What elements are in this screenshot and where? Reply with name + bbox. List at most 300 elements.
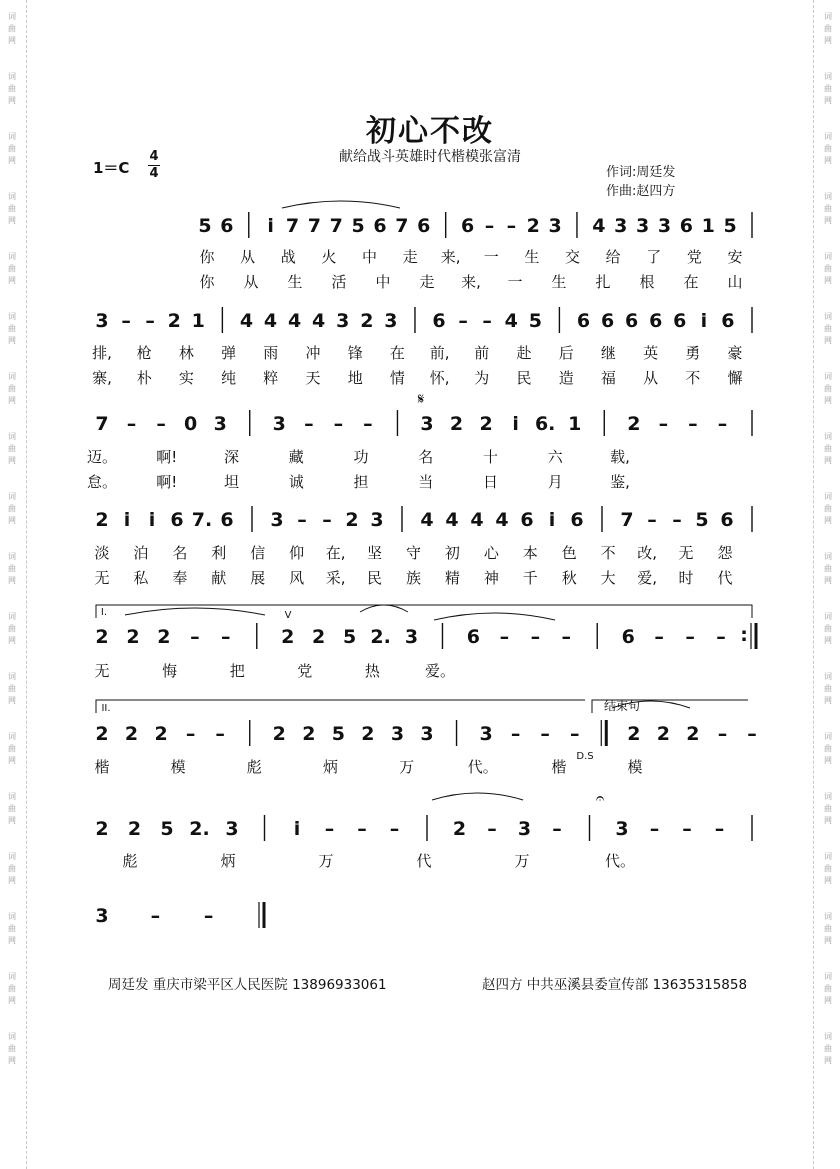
- sustain-dash: –: [510, 723, 521, 745]
- lyric-char: 大: [600, 569, 616, 587]
- time-signature-top: 4: [149, 149, 159, 164]
- lyric-char: 楷: [94, 758, 110, 776]
- lyric-char: 迈。: [86, 448, 118, 466]
- note: 3: [420, 413, 434, 435]
- lyric-char: 在: [389, 344, 405, 362]
- lyric-char: 根: [639, 273, 655, 291]
- watermark-char: 曲: [824, 804, 832, 813]
- lyric-char: 中: [375, 273, 391, 291]
- sustain-dash: –: [324, 818, 335, 840]
- note: 7: [307, 215, 322, 237]
- watermark-char: 词: [824, 1032, 832, 1041]
- lyric-char: 楷: [551, 758, 567, 776]
- note: 6: [720, 509, 734, 531]
- second-ending-bracket: [96, 700, 585, 713]
- note: 7: [329, 215, 343, 237]
- note: 2: [449, 413, 464, 435]
- lyric-char: 了: [646, 248, 662, 266]
- key-signature: 1＝C: [93, 159, 130, 177]
- note: 5: [343, 626, 357, 648]
- watermark-char: 词: [824, 972, 832, 981]
- note: 3: [272, 413, 286, 435]
- lyric-char: 为: [474, 369, 490, 387]
- lyric-char: 心: [483, 544, 499, 562]
- watermark-char: 词: [824, 312, 832, 321]
- lyric-char: 万: [514, 852, 530, 870]
- lyric-char: 把: [229, 662, 245, 680]
- lyric-char: 走: [419, 273, 435, 291]
- note: 3: [225, 818, 239, 840]
- sustain-dash: –: [190, 626, 200, 648]
- lyric-char: 六: [547, 448, 563, 466]
- note: 3: [384, 310, 398, 332]
- watermark-char: 词: [824, 372, 832, 381]
- watermark-char: 曲: [8, 564, 16, 573]
- watermark-char: 曲: [824, 864, 832, 873]
- lyric-char: 一: [507, 273, 523, 291]
- watermark-char: 网: [8, 156, 16, 165]
- sustain-dash: –: [221, 626, 231, 648]
- watermark-char: 曲: [8, 624, 16, 633]
- watermark-char: 词: [8, 612, 16, 621]
- time-signature-bottom: 4: [149, 166, 159, 181]
- note: 3: [390, 723, 405, 745]
- second-ending-label: II.: [101, 703, 111, 714]
- sustain-dash: –: [716, 626, 726, 648]
- note: i: [267, 215, 274, 237]
- watermark-char: 词: [8, 1032, 16, 1041]
- lyric-char: 奉: [172, 569, 188, 587]
- watermark-char: 曲: [8, 324, 16, 333]
- watermark-char: 词: [8, 12, 16, 21]
- watermark-char: 曲: [8, 744, 16, 753]
- watermark-char: 词: [8, 672, 16, 681]
- sustain-dash: –: [569, 723, 580, 745]
- watermark-char: 词: [8, 192, 16, 201]
- note: 2: [154, 723, 168, 745]
- note: 3: [479, 723, 493, 745]
- lyric-char: 交: [565, 248, 581, 266]
- watermark-char: 词: [824, 612, 832, 621]
- watermark-char: 词: [824, 132, 832, 141]
- tie-slur: [282, 201, 400, 208]
- watermark-char: 词: [824, 192, 832, 201]
- lyric-char: 战: [280, 248, 296, 266]
- watermark-char: 曲: [824, 384, 832, 393]
- watermark-char: 网: [8, 816, 16, 825]
- lyric-char: 你: [199, 248, 215, 266]
- watermark-char: 词: [8, 252, 16, 261]
- sustain-dash: –: [185, 723, 196, 745]
- watermark-char: 曲: [8, 684, 16, 693]
- note: 6: [673, 310, 687, 332]
- lyric-char: 排,: [92, 344, 112, 362]
- lyric-char: 精: [444, 569, 460, 587]
- lyric-char: 冲: [305, 344, 321, 362]
- lyric-char: 走: [402, 248, 418, 266]
- lyric-char: 从: [240, 248, 256, 266]
- watermark-char: 词: [824, 12, 832, 21]
- note: 1: [191, 310, 205, 332]
- note: 2: [656, 723, 670, 745]
- sustain-dash: –: [714, 818, 725, 840]
- lyric-char: 活: [331, 273, 347, 291]
- note: 4: [312, 310, 326, 332]
- sustain-dash: –: [150, 905, 161, 927]
- note: i: [148, 509, 156, 531]
- note: 5: [198, 215, 212, 237]
- watermark-char: 词: [824, 672, 832, 681]
- note: 6: [520, 509, 534, 531]
- lyric-char: 千: [522, 569, 538, 587]
- lyric-char: 模: [170, 758, 186, 776]
- note: 3: [548, 215, 562, 237]
- watermark-char: 曲: [8, 264, 16, 273]
- note: 6: [432, 310, 446, 332]
- note: 6: [170, 509, 184, 531]
- note: 7: [285, 215, 300, 237]
- lyric-char: 造: [558, 369, 574, 387]
- watermark-char: 网: [824, 1056, 832, 1065]
- watermark-char: 曲: [824, 84, 832, 93]
- watermark-char: 词: [8, 432, 16, 441]
- watermark-char: 词: [824, 732, 832, 741]
- watermark-char: 网: [824, 216, 832, 225]
- note: i: [123, 509, 131, 531]
- sustain-dash: –: [552, 818, 562, 840]
- repeat-dots: :: [740, 624, 748, 646]
- lyric-char: 前: [474, 344, 490, 362]
- watermark-char: 曲: [8, 144, 16, 153]
- note: 7.: [191, 509, 213, 531]
- watermark-char: 网: [8, 36, 16, 45]
- lyric-char: 在,: [325, 544, 346, 562]
- note: 6: [600, 310, 615, 332]
- footer-lyricist-contact: 周廷发 重庆市梁平区人民医院 13896933061: [108, 977, 387, 993]
- watermark-char: 曲: [824, 624, 832, 633]
- lyric-char: 来,: [461, 273, 481, 291]
- watermark-char: 网: [8, 336, 16, 345]
- note: 6: [625, 310, 639, 332]
- note: 4: [504, 310, 518, 332]
- watermark-char: 曲: [824, 264, 832, 273]
- watermark-char: 词: [824, 552, 832, 561]
- lyric-char: 无: [678, 544, 694, 562]
- song-subtitle: 献给战斗英雄时代楷模张富清: [339, 149, 521, 165]
- note: 4: [470, 509, 484, 531]
- lyric-char: 炳: [220, 852, 236, 870]
- note: 6: [220, 509, 234, 531]
- watermark-char: 词: [8, 312, 16, 321]
- watermark-char: 曲: [824, 204, 832, 213]
- note: 2: [452, 818, 467, 840]
- lyric-char: 代。: [604, 852, 636, 870]
- watermark-char: 词: [8, 132, 16, 141]
- tie-slur: [360, 605, 408, 612]
- note: i: [700, 310, 708, 332]
- sustain-dash: –: [647, 509, 657, 531]
- watermark-char: 网: [8, 396, 16, 405]
- note: 2: [479, 413, 493, 435]
- watermark-char: 网: [8, 576, 16, 585]
- note: 7: [620, 509, 634, 531]
- watermark-char: 曲: [8, 24, 16, 33]
- note: 6: [466, 626, 481, 648]
- note: 2: [157, 626, 171, 648]
- watermark-char: 曲: [8, 864, 16, 873]
- note: 6: [576, 310, 591, 332]
- note: 3: [420, 723, 434, 745]
- note: 4: [287, 310, 302, 332]
- note: 6: [570, 509, 584, 531]
- note: 4: [592, 215, 606, 237]
- lyric-char: 豪: [727, 344, 743, 362]
- watermark-char: 网: [824, 696, 832, 705]
- lyric-char: 仰: [289, 544, 305, 562]
- note: 3: [336, 310, 350, 332]
- ending-phrase-label: 结束句: [603, 699, 641, 713]
- lyric-char: 怀,: [429, 369, 450, 387]
- lyric-char: 林: [178, 344, 194, 362]
- lyric-char: 雨: [263, 344, 279, 362]
- watermark-char: 词: [824, 432, 832, 441]
- lyric-char: 代: [416, 852, 432, 870]
- note: 3: [517, 818, 532, 840]
- lyric-char: 采,: [325, 569, 346, 587]
- watermark-char: 曲: [824, 684, 832, 693]
- note: 3: [404, 626, 419, 648]
- lyric-char: 代。: [467, 758, 498, 776]
- lyric-char: 藏: [288, 448, 304, 466]
- lyric-char: 来,: [440, 248, 461, 266]
- note: 2: [124, 723, 139, 745]
- watermark-char: 网: [824, 816, 832, 825]
- note: 5: [331, 723, 345, 745]
- watermark-char: 曲: [8, 924, 16, 933]
- note: 4: [420, 509, 434, 531]
- watermark-char: 曲: [8, 84, 16, 93]
- lyric-char: 懈: [727, 369, 743, 387]
- note: 2: [526, 215, 540, 237]
- watermark-char: 词: [8, 72, 16, 81]
- lyric-char: 啊!: [156, 448, 178, 466]
- note: 4: [495, 509, 509, 531]
- watermark-char: 曲: [8, 504, 16, 513]
- watermark-char: 网: [824, 636, 832, 645]
- watermark-char: 词: [824, 912, 832, 921]
- lyric-char: 锋: [347, 344, 363, 362]
- lyric-char: 继: [600, 344, 616, 362]
- watermark-char: 网: [824, 276, 832, 285]
- watermark-char: 词: [8, 372, 16, 381]
- lyric-char: 从: [643, 369, 659, 387]
- watermark-char: 曲: [824, 924, 832, 933]
- sustain-dash: –: [487, 818, 497, 840]
- lyric-char: 粹: [263, 369, 279, 387]
- watermark-char: 网: [8, 276, 16, 285]
- sustain-dash: –: [333, 413, 344, 435]
- lyric-char: 十: [482, 448, 499, 466]
- sustain-dash: –: [688, 413, 698, 435]
- watermark-char: 网: [824, 36, 832, 45]
- lyric-char: 日: [482, 473, 499, 491]
- tie-slur: [434, 613, 555, 620]
- ds-mark: D.S: [576, 751, 594, 762]
- note: 2: [167, 310, 181, 332]
- lyric-char: 名: [172, 544, 188, 562]
- watermark-char: 网: [824, 456, 832, 465]
- watermark-char: 词: [8, 492, 16, 501]
- lyric-char: 安: [727, 248, 743, 266]
- sustain-dash: –: [499, 626, 510, 648]
- footer-composer-contact: 赵四方 中共巫溪县委宣传部 13635315858: [482, 977, 748, 993]
- note: 2: [302, 723, 316, 745]
- watermark-char: 词: [8, 732, 16, 741]
- note: 6.: [534, 413, 556, 435]
- lyric-char: 党: [686, 248, 702, 266]
- sustain-dash: –: [682, 818, 692, 840]
- watermark-char: 曲: [824, 144, 832, 153]
- lyric-char: 担: [353, 473, 369, 491]
- lyric-char: 坚: [367, 544, 383, 562]
- watermark-char: 曲: [824, 504, 832, 513]
- lyric-char: 悔: [162, 662, 178, 680]
- lyric-char: 利: [211, 544, 227, 562]
- note: 2: [345, 509, 359, 531]
- lyric-char: 私: [133, 569, 149, 587]
- sustain-dash: –: [530, 626, 541, 648]
- segno-mark: 𝄋: [417, 390, 425, 408]
- watermark-char: 网: [8, 876, 16, 885]
- watermark-char: 曲: [8, 984, 16, 993]
- note: 3: [213, 413, 227, 435]
- watermark-char: 曲: [824, 564, 832, 573]
- note: 6: [679, 215, 693, 237]
- lyric-char: 福: [600, 369, 616, 387]
- lyric-char: 民: [516, 369, 532, 387]
- lyric-char: 名: [418, 448, 434, 466]
- note: 3: [657, 215, 672, 237]
- note: 3: [370, 509, 384, 531]
- sustain-dash: –: [304, 413, 314, 435]
- note: 3: [95, 905, 109, 927]
- lyric-char: 初: [444, 544, 460, 562]
- watermark-char: 词: [8, 912, 16, 921]
- watermark-char: 词: [824, 792, 832, 801]
- sustain-dash: –: [747, 723, 757, 745]
- lyric-char: 一: [483, 248, 499, 266]
- watermark-char: 网: [824, 996, 832, 1005]
- lyric-char: 无: [94, 662, 110, 680]
- lyric-char: 给: [605, 248, 621, 266]
- lyric-char: 深: [223, 448, 240, 466]
- sustain-dash: –: [121, 310, 131, 332]
- note: 1: [568, 413, 582, 435]
- watermark-char: 网: [8, 936, 16, 945]
- watermark-char: 词: [8, 852, 16, 861]
- first-ending-label: I.: [100, 607, 108, 618]
- lyric-char: 火: [321, 248, 337, 266]
- note: 6: [649, 310, 663, 332]
- lyric-char: 信: [250, 544, 266, 562]
- watermark-char: 网: [8, 96, 16, 105]
- watermark-char: 网: [8, 216, 16, 225]
- fermata-mark: 𝄐: [595, 789, 605, 807]
- lyric-char: 枪: [136, 344, 152, 362]
- watermark-char: 网: [824, 336, 832, 345]
- note: 2: [95, 626, 109, 648]
- note: 5: [723, 215, 737, 237]
- note: 2: [361, 723, 375, 745]
- note: 2: [686, 723, 700, 745]
- lyric-char: 爱。: [424, 662, 456, 680]
- sustain-dash: –: [717, 413, 728, 435]
- sustain-dash: –: [145, 310, 155, 332]
- sustain-dash: –: [322, 509, 332, 531]
- lyric-char: 情: [389, 369, 405, 387]
- note: 2: [126, 626, 140, 648]
- lyric-char: 色: [561, 544, 577, 562]
- lyric-char: 后: [558, 344, 574, 362]
- note: 4: [263, 310, 278, 332]
- watermark-char: 曲: [8, 1044, 16, 1053]
- lyric-char: 爱,: [637, 569, 658, 587]
- note: 2: [95, 818, 109, 840]
- sustain-dash: –: [297, 509, 307, 531]
- note: 3: [635, 215, 650, 237]
- note: i: [512, 413, 519, 435]
- lyric-char: 坦: [223, 473, 240, 491]
- note: 6: [460, 215, 475, 237]
- sustain-dash: –: [203, 905, 214, 927]
- note: 5: [160, 818, 174, 840]
- sustain-dash: –: [685, 626, 695, 648]
- watermark-char: 网: [824, 876, 832, 885]
- lyric-char: 功: [353, 448, 369, 466]
- lyric-char: 诚: [288, 473, 304, 491]
- lyric-char: 本: [522, 544, 538, 562]
- watermark-char: 网: [824, 936, 832, 945]
- note: 5: [528, 310, 542, 332]
- watermark-char: 网: [8, 696, 16, 705]
- lyric-char: 守: [405, 544, 422, 562]
- lyric-char: 勇: [685, 344, 701, 362]
- lyric-char: 怨: [717, 544, 733, 562]
- watermark-char: 曲: [824, 444, 832, 453]
- note: 5: [351, 215, 365, 237]
- watermark-char: 网: [8, 636, 16, 645]
- note: i: [548, 509, 556, 531]
- watermark-char: 曲: [8, 804, 16, 813]
- sustain-dash: –: [482, 310, 492, 332]
- lyric-char: 泊: [133, 544, 149, 562]
- lyric-char: 秋: [561, 569, 577, 587]
- sustain-dash: –: [389, 818, 400, 840]
- lyric-char: 弹: [221, 344, 237, 362]
- lyric-char: 生: [524, 248, 540, 266]
- note: 2: [95, 723, 109, 745]
- lyric-char: 民: [367, 569, 383, 587]
- sustain-dash: –: [215, 723, 225, 745]
- lyric-char: 天: [305, 369, 321, 387]
- lyric-char: 热: [364, 662, 380, 680]
- note: 3: [615, 818, 629, 840]
- lyric-char: 不: [685, 369, 701, 387]
- sustain-dash: –: [658, 413, 669, 435]
- note: 6: [373, 215, 387, 237]
- lyric-char: 生: [551, 273, 567, 291]
- watermark-char: 曲: [824, 1044, 832, 1053]
